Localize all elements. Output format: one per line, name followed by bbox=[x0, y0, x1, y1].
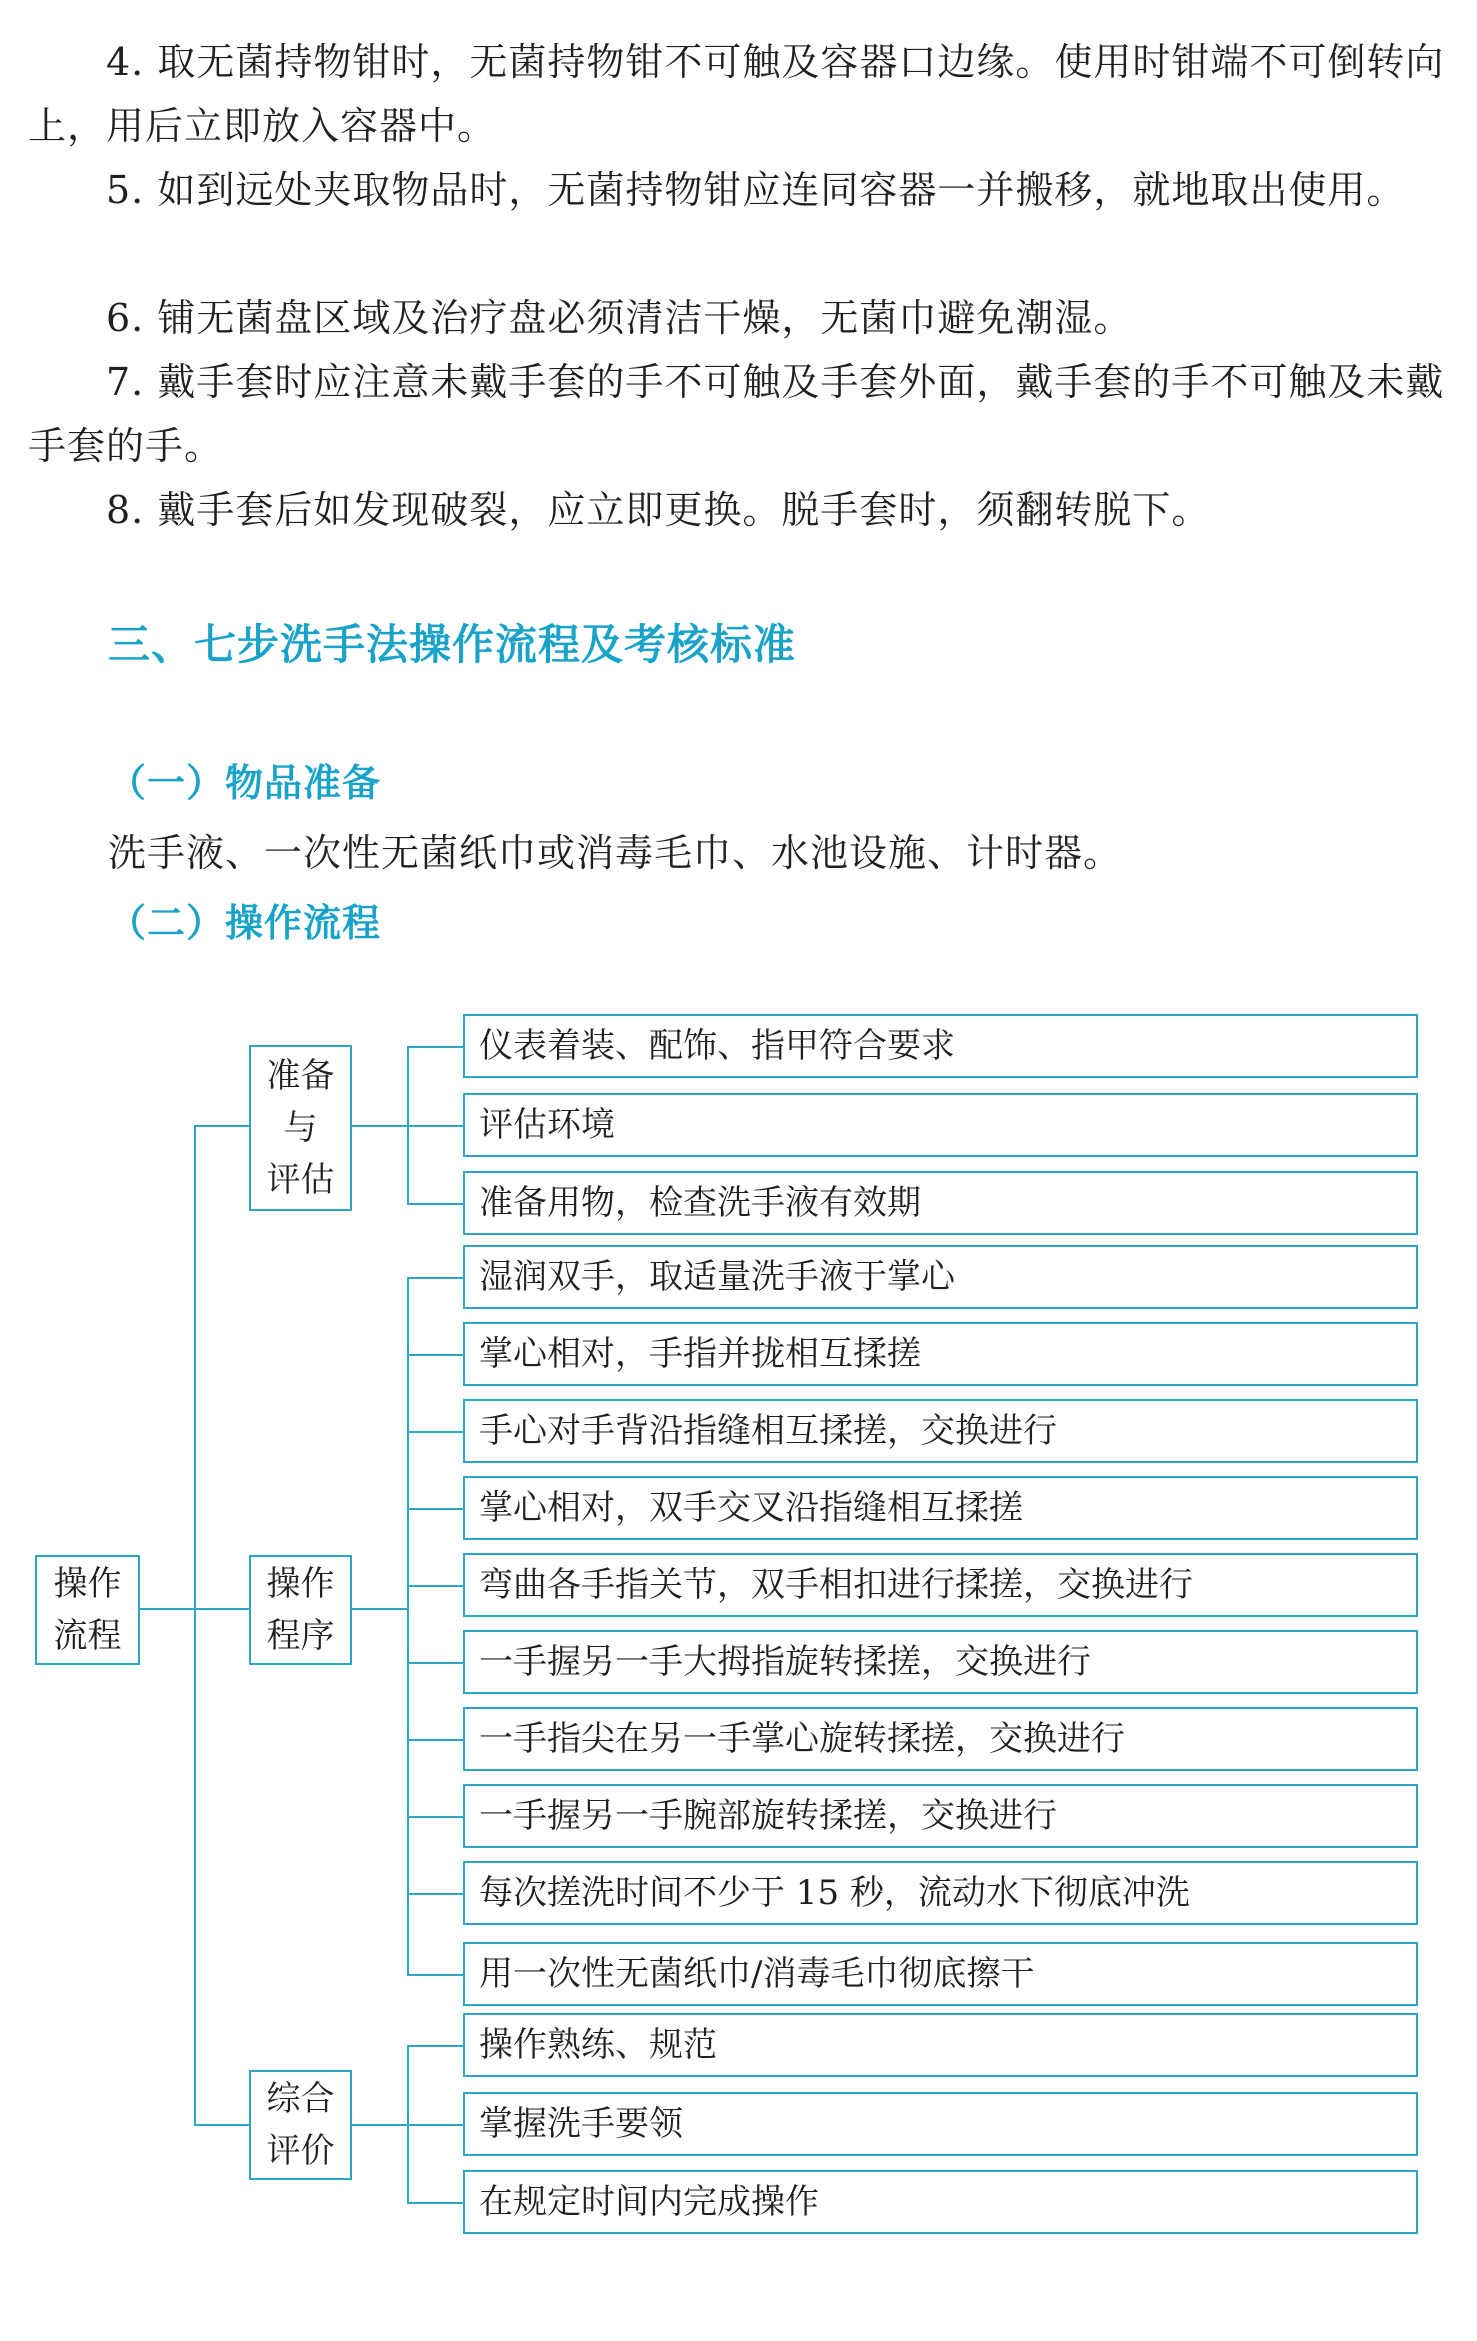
category-label-line: 与 bbox=[283, 1108, 318, 1148]
section-heading: 三、七步洗手法操作流程及考核标准 bbox=[108, 620, 797, 669]
paragraph-4: 4. 取无菌持物钳时，无菌持物钳不可触及容器口边缘。使用时钳端不可倒转向上，用后立即放入容器中。 bbox=[28, 40, 1445, 148]
connector bbox=[407, 1277, 409, 1976]
paragraph-6: 6. 铺无菌盘区域及治疗盘必须清洁干燥，无菌巾避免潮湿。 bbox=[106, 296, 1133, 340]
category-label-line: 评价 bbox=[266, 2131, 335, 2171]
subheading-procedure: （二）操作流程 bbox=[108, 901, 382, 945]
step-box: 准备用物，检查洗手液有效期 bbox=[463, 1171, 1418, 1235]
step-box: 评估环境 bbox=[463, 1093, 1418, 1157]
step-box: 每次搓洗时间不少于 15 秒，流动水下彻底冲洗 bbox=[463, 1861, 1418, 1925]
step-box: 一手指尖在另一手掌心旋转揉搓，交换进行 bbox=[463, 1707, 1418, 1771]
category-node-prep bbox=[249, 1045, 352, 1211]
connector bbox=[407, 2202, 463, 2204]
connector bbox=[407, 2045, 463, 2047]
step-box: 掌握洗手要领 bbox=[463, 2092, 1418, 2156]
connector bbox=[407, 1277, 463, 1279]
root-label-line: 操作 bbox=[53, 1564, 122, 1604]
connector bbox=[194, 1608, 249, 1610]
subheading-materials: （一）物品准备 bbox=[108, 761, 382, 805]
step-box: 仪表着装、配饰、指甲符合要求 bbox=[463, 1014, 1418, 1078]
connector bbox=[194, 2124, 249, 2126]
connector bbox=[407, 1974, 463, 1976]
category-label-line: 程序 bbox=[266, 1616, 335, 1656]
step-box: 操作熟练、规范 bbox=[463, 2013, 1418, 2077]
connector bbox=[407, 1585, 463, 1587]
step-box: 一手握另一手大拇指旋转揉搓，交换进行 bbox=[463, 1630, 1418, 1694]
category-node-procedure bbox=[249, 1555, 352, 1665]
step-box: 手心对手背沿指缝相互揉搓，交换进行 bbox=[463, 1399, 1418, 1463]
connector bbox=[194, 1125, 249, 1127]
step-box: 掌心相对，双手交叉沿指缝相互揉搓 bbox=[463, 1476, 1418, 1540]
category-label-line: 综合 bbox=[266, 2079, 335, 2119]
paragraph-5: 5. 如到远处夹取物品时，无菌持物钳应连同容器一并搬移，就地取出使用。 bbox=[106, 168, 1406, 212]
connector bbox=[407, 1816, 463, 1818]
root-label-line: 流程 bbox=[53, 1616, 122, 1656]
connector bbox=[407, 1125, 463, 1127]
connector bbox=[352, 1125, 407, 1127]
connector bbox=[407, 1431, 463, 1433]
category-label-line: 操作 bbox=[266, 1564, 335, 1604]
connector bbox=[407, 1508, 463, 1510]
connector bbox=[352, 1608, 407, 1610]
connector bbox=[140, 1608, 194, 1610]
connector bbox=[407, 1354, 463, 1356]
connector bbox=[352, 2124, 407, 2126]
paragraph-8: 8. 戴手套后如发现破裂，应立即更换。脱手套时，须翻转脱下。 bbox=[106, 488, 1211, 532]
step-box: 用一次性无菌纸巾/消毒毛巾彻底擦干 bbox=[463, 1942, 1418, 2006]
step-box: 在规定时间内完成操作 bbox=[463, 2170, 1418, 2234]
root-node bbox=[35, 1555, 140, 1665]
category-label-line: 准备 bbox=[266, 1056, 335, 1096]
step-box: 掌心相对，手指并拢相互揉搓 bbox=[463, 1322, 1418, 1386]
connector bbox=[194, 1125, 196, 2126]
connector bbox=[407, 1662, 463, 1664]
connector bbox=[407, 1893, 463, 1895]
category-node-evaluation bbox=[249, 2070, 352, 2180]
step-box: 湿润双手，取适量洗手液于掌心 bbox=[463, 1245, 1418, 1309]
connector bbox=[407, 1203, 463, 1205]
connector bbox=[407, 1046, 463, 1048]
connector bbox=[407, 2124, 463, 2126]
connector bbox=[407, 1739, 463, 1741]
step-box: 弯曲各手指关节，双手相扣进行揉搓，交换进行 bbox=[463, 1553, 1418, 1617]
step-box: 一手握另一手腕部旋转揉搓，交换进行 bbox=[463, 1784, 1418, 1848]
category-label-line: 评估 bbox=[266, 1160, 335, 1200]
paragraph-7: 7. 戴手套时应注意未戴手套的手不可触及手套外面，戴手套的手不可触及未戴手套的手。 bbox=[28, 360, 1445, 468]
materials-text: 洗手液、一次性无菌纸巾或消毒毛巾、水池设施、计时器。 bbox=[108, 831, 1123, 875]
